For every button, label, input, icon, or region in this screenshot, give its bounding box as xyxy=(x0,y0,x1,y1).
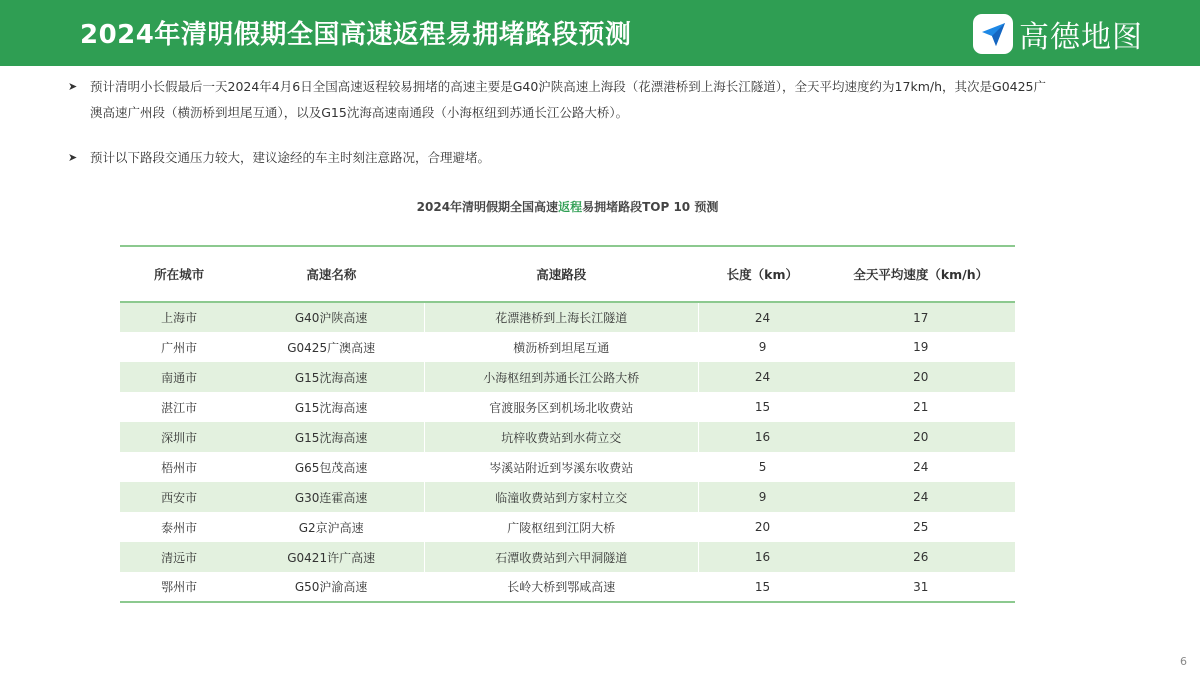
cell-section: 广陵枢纽到江阴大桥 xyxy=(424,512,698,542)
cell-city: 南通市 xyxy=(161,370,198,385)
cell-length: 24 xyxy=(754,370,771,384)
amap-logo xyxy=(973,14,1143,54)
cell-city: 鄂州市 xyxy=(161,580,198,594)
table-row xyxy=(120,512,1015,542)
table-row xyxy=(120,542,1015,572)
cell-speed: 21 xyxy=(913,400,929,414)
cell-city: 泰州市 xyxy=(161,520,198,535)
header-bar xyxy=(0,0,1200,66)
table-row xyxy=(120,362,1015,392)
cell-length: 16 xyxy=(754,550,771,564)
logo-text: 高德地图 xyxy=(1019,20,1143,55)
cell-city: 深圳市 xyxy=(161,430,198,445)
cell-highway: G65包茂高速 xyxy=(294,460,368,475)
header-city: 所在城市 xyxy=(154,267,205,282)
cell-speed: 24 xyxy=(913,460,929,474)
cell-city: 湛江市 xyxy=(161,400,198,415)
table-row xyxy=(120,332,1015,362)
table-header-row xyxy=(120,246,1015,302)
page-title: 2024年清明假期全国高速返程易拥堵路段预测 xyxy=(80,20,632,50)
bullet-item xyxy=(68,74,1048,126)
cell-highway: G15沈海高速 xyxy=(294,430,368,445)
cell-section: 长岭大桥到鄂咸高速 xyxy=(424,572,698,602)
cell-section: 岑溪站附近到岑溪东收费站 xyxy=(424,452,698,482)
cell-speed: 19 xyxy=(913,340,929,354)
header-length: 长度（km） xyxy=(726,267,798,282)
cell-speed: 17 xyxy=(913,310,929,325)
cell-section: 小海枢纽到苏通长江公路大桥 xyxy=(424,362,698,392)
header-highway: 高速名称 xyxy=(306,267,357,282)
table-title xyxy=(120,198,1015,215)
table-row xyxy=(120,572,1015,602)
table-row xyxy=(120,452,1015,482)
page-number: 6 xyxy=(1180,655,1187,668)
table-title-prefix: 2024年清明假期全国高速 xyxy=(416,200,559,214)
table-row xyxy=(120,422,1015,452)
bullet-text: 预计清明小长假最后一天2024年4月6日全国高速返程较易拥堵的高速主要是G40沪陕高速上海段（花漂港桥到上海长江隧道），全天平均速度约为17km/h，其次是G0425广澳高速广州段（横沥桥到坦尾互通），以及G15沈海高速南通段（小海枢纽到苏通长江公路大桥）。 xyxy=(90,79,1047,120)
cell-city: 梧州市 xyxy=(161,460,198,475)
cell-length: 9 xyxy=(758,490,767,504)
cell-section: 石潭收费站到六甲洞隧道 xyxy=(424,542,698,572)
cell-speed: 25 xyxy=(913,520,929,534)
cell-speed: 31 xyxy=(913,579,929,594)
header-section: 高速路段 xyxy=(536,267,587,282)
cell-highway: G40沪陕高速 xyxy=(294,311,368,325)
cell-highway: G15沈海高速 xyxy=(294,400,368,415)
cell-speed: 26 xyxy=(913,550,929,564)
cell-city: 上海市 xyxy=(161,311,198,325)
congestion-table xyxy=(120,245,1015,603)
cell-length: 20 xyxy=(754,520,771,534)
cell-highway: G15沈海高速 xyxy=(294,370,368,385)
table-title-highlight: 返程 xyxy=(558,200,583,214)
table-title-suffix: 易拥堵路段TOP 10 预测 xyxy=(582,200,719,214)
cell-section: 坑梓收费站到水荷立交 xyxy=(424,422,698,452)
cell-section: 花漂港桥到上海长江隧道 xyxy=(424,302,698,332)
cell-highway: G0425广澳高速 xyxy=(287,340,376,355)
cell-highway: G30连霍高速 xyxy=(294,490,368,505)
table-row xyxy=(120,392,1015,422)
paper-plane-icon xyxy=(973,14,1013,54)
bullet-text: 预计以下路段交通压力较大，建议途经的车主时刻注意路况，合理避堵。 xyxy=(90,150,491,165)
arrow-right-icon: ➤ xyxy=(68,151,78,164)
cell-section: 横沥桥到坦尾互通 xyxy=(424,332,698,362)
cell-speed: 20 xyxy=(913,370,929,384)
cell-length: 15 xyxy=(754,579,771,594)
cell-city: 西安市 xyxy=(161,490,198,505)
cell-length: 5 xyxy=(758,460,767,474)
cell-section: 官渡服务区到机场北收费站 xyxy=(424,392,698,422)
cell-length: 9 xyxy=(758,340,767,354)
cell-city: 广州市 xyxy=(161,340,198,355)
table-row xyxy=(120,482,1015,512)
cell-highway: G0421许广高速 xyxy=(287,550,376,565)
cell-highway: G2京沪高速 xyxy=(298,520,364,535)
table-row xyxy=(120,302,1015,332)
cell-length: 24 xyxy=(754,310,771,325)
cell-speed: 20 xyxy=(913,430,929,444)
cell-speed: 24 xyxy=(913,490,929,504)
cell-section: 临潼收费站到方家村立交 xyxy=(424,482,698,512)
header-speed: 全天平均速度（km/h） xyxy=(853,267,989,282)
cell-highway: G50沪渝高速 xyxy=(294,580,368,594)
cell-length: 15 xyxy=(754,400,771,414)
arrow-right-icon: ➤ xyxy=(68,80,78,93)
bullet-item xyxy=(68,145,1048,171)
cell-length: 16 xyxy=(754,430,771,444)
cell-city: 清远市 xyxy=(161,550,198,565)
